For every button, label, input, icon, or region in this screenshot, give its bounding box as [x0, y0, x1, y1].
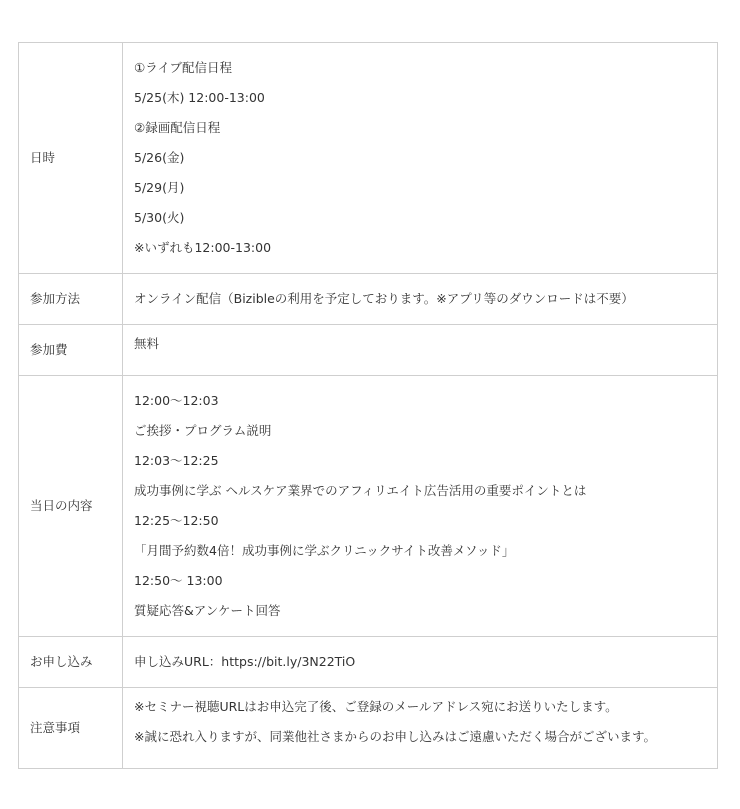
schedule-line: ※いずれも12:00-13:00 [134, 240, 272, 255]
schedule-line: 5/25(木) 12:00-13:00 [134, 90, 265, 105]
fee-value [123, 325, 718, 376]
schedule-line: 5/26(金) [134, 150, 185, 165]
content-line: 質疑応答&アンケート回答 [134, 603, 281, 618]
notes-line: ※誠に恐れ入りますが、同業他社さまからのお申し込みはご遠慮いただく場合がございます。 [134, 729, 656, 744]
content-line: 12:00～12:03 [134, 393, 219, 408]
method-value [123, 274, 718, 325]
content-line: 「月間予約数4倍！成功事例に学ぶクリニックサイト改善メソッド」 [134, 543, 515, 558]
row-apply [19, 637, 718, 688]
schedule-label: 日時 [19, 43, 123, 274]
content-label: 当日の内容 [19, 376, 123, 637]
row-notes [19, 688, 718, 769]
content-line: 12:03～12:25 [134, 453, 219, 468]
row-fee [19, 325, 718, 376]
fee-line: 無料 [134, 336, 160, 351]
schedule-line: 5/30(火) [134, 210, 185, 225]
row-method [19, 274, 718, 325]
content-line: ご挨拶・プログラム説明 [134, 423, 272, 438]
content-line: 成功事例に学ぶ ヘルスケア業界でのアフィリエイト広告活用の重要ポイントとは [134, 483, 587, 498]
notes-label: 注意事項 [19, 688, 123, 769]
apply-label: お申し込み [19, 637, 123, 688]
row-content [19, 376, 718, 637]
content-line: 12:50～ 13:00 [134, 573, 223, 588]
apply-url-line[interactable]: 申し込みURL：https://bit.ly/3N22TiO [134, 654, 356, 669]
content-value [123, 376, 718, 637]
seminar-info-table [18, 42, 718, 769]
schedule-line: ①ライブ配信日程 [134, 60, 232, 75]
row-schedule [19, 43, 718, 274]
content-line: 12:25～12:50 [134, 513, 219, 528]
apply-value [123, 637, 718, 688]
fee-label: 参加費 [19, 325, 123, 376]
method-label: 参加方法 [19, 274, 123, 325]
schedule-value [123, 43, 718, 274]
schedule-line: 5/29(月) [134, 180, 185, 195]
notes-line: ※セミナー視聴URLはお申込完了後、ご登録のメールアドレス宛にお送りいたします。 [134, 699, 618, 714]
method-line: オンライン配信（Bizibleの利用を予定しております。※アプリ等のダウンロードは不要） [134, 291, 634, 306]
schedule-line: ②録画配信日程 [134, 120, 221, 135]
notes-value [123, 688, 718, 769]
